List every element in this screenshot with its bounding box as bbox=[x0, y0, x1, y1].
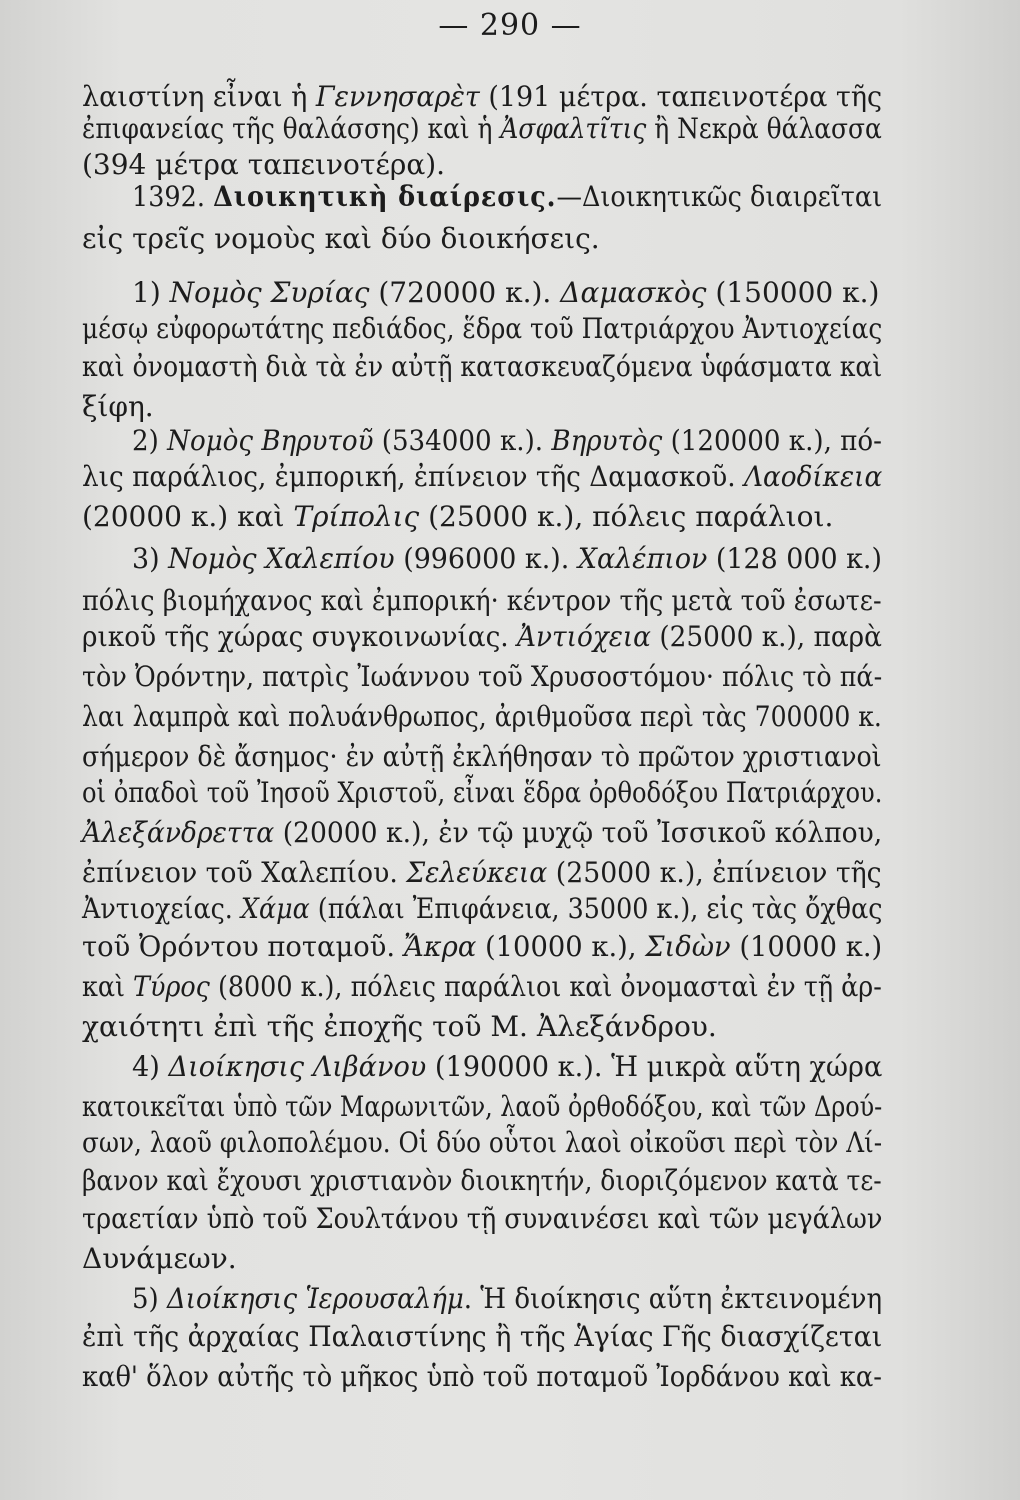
text-line bbox=[82, 1360, 882, 1396]
text-line bbox=[82, 148, 882, 184]
text-line bbox=[82, 1010, 882, 1046]
text-segment: (10000 κ.), bbox=[476, 930, 646, 963]
text-segment: (25000 κ.), ἐπίνειον τῆς bbox=[547, 856, 882, 889]
text-segment: ρικοῦ τῆς χώρας συγκοινωνίας. bbox=[82, 620, 518, 653]
text-line bbox=[82, 620, 882, 656]
text-segment: (πάλαι Ἐπιφάνεια, 35000 κ.), εἰς τὰς ὄχθας bbox=[309, 892, 883, 925]
text-segment: οἱ ὀπαδοὶ τοῦ Ἰησοῦ Χριστοῦ, εἶναι ἕδρα ὀρθοδόξου Πατριάρχου. bbox=[82, 776, 883, 809]
text-segment: (128 000 κ.) bbox=[707, 542, 882, 575]
italic-text: Γεννησαρὲτ bbox=[315, 80, 480, 113]
italic-text: Χάμα bbox=[240, 892, 310, 925]
text-line bbox=[82, 584, 882, 620]
italic-text: Ἀλεξάνδρεττα bbox=[82, 816, 275, 849]
text-segment: ἐπὶ τῆς ἀρχαίας Παλαιστίνης ἢ τῆς Ἁγίας Γῆς διασχίζεται bbox=[82, 1320, 883, 1353]
text-line bbox=[82, 660, 883, 696]
text-line bbox=[82, 970, 882, 1006]
text-segment: χαιότητι ἐπὶ τῆς ἐποχῆς τοῦ Μ. Ἀλεξάνδρου. bbox=[82, 1010, 717, 1043]
text-segment: τοῦ Ὀρόντου ποταμοῦ. bbox=[82, 930, 404, 963]
text-line bbox=[82, 390, 882, 426]
text-segment: 4) bbox=[132, 1050, 169, 1083]
text-segment: (25000 κ.), πόλεις παράλιοι. bbox=[419, 500, 834, 533]
text-line bbox=[82, 776, 883, 812]
text-segment: 2) bbox=[132, 424, 168, 457]
text-line bbox=[82, 350, 883, 386]
italic-text: Νομὸς Συρίας bbox=[169, 276, 370, 309]
text-line bbox=[82, 1126, 883, 1162]
text-segment: ἐπίνειον τοῦ Χαλεπίου. bbox=[82, 856, 407, 889]
text-segment: —Διοικητικῶς διαιρεῖται bbox=[556, 180, 883, 213]
text-line bbox=[82, 856, 882, 892]
page-number: — 290 — bbox=[438, 8, 582, 43]
text-segment: λαι λαμπρὰ καὶ πολυάνθρωπος, ἀριθμοῦσα περὶ τὰς 700000 κ. bbox=[82, 700, 882, 733]
italic-text: Νομὸς Χαλεπίου bbox=[168, 542, 395, 575]
text-line bbox=[132, 180, 883, 216]
text-segment: σων, λαοῦ φιλοπολέμου. Οἱ δύο οὗτοι λαοὶ οἰκοῦσι περὶ τὸν Λί- bbox=[82, 1126, 883, 1159]
italic-text: Λαοδίκεια bbox=[743, 460, 883, 493]
text-segment: (394 μέτρα ταπεινοτέρα). bbox=[82, 148, 446, 181]
text-line bbox=[82, 816, 883, 852]
text-line bbox=[82, 1320, 883, 1356]
text-segment: πόλις βιομήχανος καὶ ἐμπορική· κέντρον τῆς μετὰ τοῦ ἐσωτε- bbox=[82, 584, 882, 617]
text-segment: τραετίαν ὑπὸ τοῦ Σουλτάνου τῇ συναινέσει καὶ τῶν μεγάλων bbox=[82, 1202, 883, 1235]
text-line bbox=[132, 542, 882, 578]
text-line bbox=[132, 276, 882, 312]
text-line bbox=[82, 80, 883, 116]
text-line bbox=[82, 1164, 882, 1200]
text-line bbox=[82, 460, 883, 496]
text-segment: (120000 κ.), πό- bbox=[662, 424, 882, 457]
text-segment: Δυνάμεων. bbox=[82, 1242, 237, 1275]
italic-text: Νομὸς Βηρυτοῦ bbox=[167, 424, 374, 457]
text-segment: εἰς τρεῖς νομοὺς καὶ δύο διοικήσεις. bbox=[82, 222, 600, 255]
text-segment: μέσῳ εὐφορωτάτης πεδιάδος, ἕδρα τοῦ Πατριάρχου Ἀντιοχείας bbox=[82, 312, 883, 345]
text-line bbox=[82, 740, 882, 776]
text-segment: καὶ bbox=[82, 970, 134, 1003]
text-segment: Ἀντιοχείας. bbox=[82, 892, 241, 925]
text-segment: (534000 κ.). bbox=[373, 424, 552, 457]
italic-text: Τρίπολις bbox=[293, 500, 420, 533]
text-segment: καὶ ὀνομαστὴ διὰ τὰ ἐν αὐτῇ κατασκευαζόμενα ὑφάσματα καὶ bbox=[82, 350, 883, 383]
italic-text: Δαμασκὸς bbox=[560, 276, 707, 309]
italic-text: Βηρυτὸς bbox=[551, 424, 663, 457]
text-segment: τὸν Ὀρόντην, πατρὶς Ἰωάννου τοῦ Χρυσοστόμου· πόλις τὸ πά- bbox=[82, 660, 883, 693]
italic-text: Ἀντιόχεια bbox=[517, 620, 651, 653]
text-line bbox=[82, 1242, 882, 1278]
text-segment: ἢ Νεκρὰ θάλασσα bbox=[646, 112, 882, 145]
text-segment: (150000 κ.) bbox=[706, 276, 880, 309]
text-segment: (8000 κ.), πόλεις παράλιοι καὶ ὀνομασταὶ ἐν τῇ ἀρ- bbox=[209, 970, 882, 1003]
text-line bbox=[132, 424, 882, 460]
italic-text: Σιδὼν bbox=[645, 930, 731, 963]
italic-text: Διοίκησις Ἱερουσαλήμ bbox=[166, 1282, 464, 1315]
text-segment: (20000 κ.) καὶ bbox=[82, 500, 294, 533]
text-segment: βανον καὶ ἔχουσι χριστιανὸν διοικητήν, διοριζόμενον κατὰ τε- bbox=[82, 1164, 882, 1197]
text-segment: (191 μέτρα. ταπεινοτέρα τῆς bbox=[479, 80, 883, 113]
text-line bbox=[132, 1282, 883, 1318]
italic-text: Τύρος bbox=[133, 970, 210, 1003]
text-line bbox=[82, 312, 883, 348]
text-segment: 3) bbox=[132, 542, 169, 575]
italic-text: Ἀσφαλτῖτις bbox=[500, 112, 647, 145]
text-line bbox=[82, 930, 883, 966]
text-line bbox=[82, 500, 882, 536]
bold-heading: Διοικητικὴ διαίρεσις. bbox=[213, 180, 557, 213]
text-line bbox=[82, 1090, 883, 1126]
text-segment: (720000 κ.). bbox=[369, 276, 561, 309]
italic-text: Σελεύκεια bbox=[406, 856, 548, 889]
text-segment: λις παράλιος, ἐμπορική, ἐπίνειον τῆς Δαμασκοῦ. bbox=[82, 460, 744, 493]
text-segment: ἐπιφανείας τῆς θαλάσσης) καὶ ἡ bbox=[82, 112, 501, 145]
text-segment: (25000 κ.), παρὰ bbox=[650, 620, 882, 653]
text-line bbox=[82, 700, 882, 736]
text-segment: 5) bbox=[132, 1282, 167, 1315]
text-segment: (20000 κ.), ἐν τῷ μυχῷ τοῦ Ἰσσικοῦ κόλπου, bbox=[274, 816, 883, 849]
italic-text: Διοίκησις Λιβάνου bbox=[168, 1050, 427, 1083]
text-line bbox=[82, 222, 882, 258]
text-segment: (190000 κ.). Ἡ μικρὰ αὕτη χώρα bbox=[426, 1050, 883, 1083]
text-segment: κατοικεῖται ὑπὸ τῶν Μαρωνιτῶν, λαοῦ ὀρθοδόξου, καὶ τῶν Δρού- bbox=[82, 1090, 883, 1123]
text-segment: (996000 κ.). bbox=[394, 542, 578, 575]
text-line bbox=[132, 1050, 883, 1086]
text-segment: 1) bbox=[132, 276, 170, 309]
text-line bbox=[82, 892, 883, 928]
text-segment: λαιστίνη εἶναι ἡ bbox=[82, 80, 316, 113]
text-segment: σήμερον δὲ ἄσημος· ἐν αὐτῇ ἐκλήθησαν τὸ πρῶτον χριστιανοὶ bbox=[82, 740, 882, 773]
text-segment: καθ' ὅλον αὐτῆς τὸ μῆκος ὑπὸ τοῦ ποταμοῦ Ἰορδάνου καὶ κα- bbox=[82, 1360, 882, 1393]
text-segment: (10000 κ.) bbox=[730, 930, 883, 963]
italic-text: Χαλέπιον bbox=[577, 542, 708, 575]
text-line bbox=[82, 1202, 883, 1238]
text-segment: ξίφη. bbox=[82, 390, 154, 423]
text-segment: 1392. bbox=[132, 180, 214, 213]
italic-text: Ἄκρα bbox=[403, 930, 477, 963]
text-line bbox=[82, 112, 882, 148]
text-segment: . Ἡ διοίκησις αὕτη ἐκτεινομένη bbox=[463, 1282, 883, 1315]
